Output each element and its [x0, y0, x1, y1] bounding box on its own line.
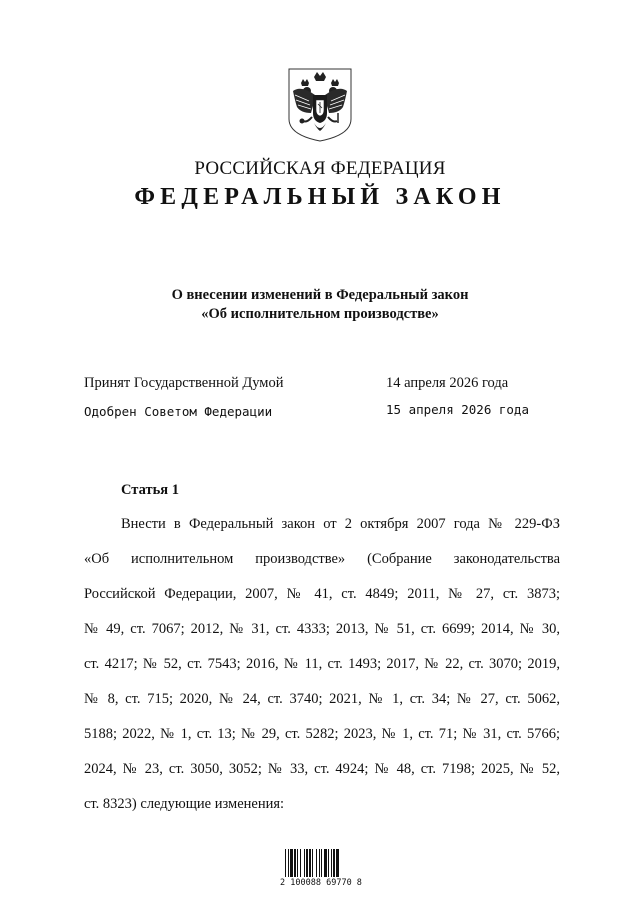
article-text-line: № 8, ст. 715; 2020, № 24, ст. 3740; 2021, № 1, ст. 34; № 27, ст. 5062, — [84, 691, 560, 707]
barcode-bar — [331, 849, 332, 877]
article-text-line: № 49, ст. 7067; 2012, № 31, ст. 4333; 2013, № 51, ст. 6699; 2014, № 30, — [84, 621, 560, 637]
barcode-bar — [319, 849, 320, 877]
barcode — [285, 849, 356, 877]
duma-adoption-label: Принят Государственной Думой — [84, 375, 284, 391]
article-text-line: ст. 8323) следующие изменения: — [84, 796, 285, 812]
barcode-bar — [297, 849, 298, 877]
article-text-line: 2024, № 23, ст. 3050, 3052; № 33, ст. 4924; № 48, ст. 7198; 2025, № 52, — [84, 761, 560, 777]
barcode-bar — [304, 849, 305, 877]
article-text-line: ст. 4217; № 52, ст. 7543; 2016, № 11, ст. 1493; 2017, № 22, ст. 3070; 2019, — [84, 656, 560, 672]
document-type-title: ФЕДЕРАЛЬНЫЙ ЗАКОН — [134, 184, 506, 210]
coat-of-arms-emblem — [287, 67, 353, 143]
article-text-line: Внести в Федеральный закон от 2 октября 2007 года № 229-ФЗ — [121, 516, 560, 532]
law-subject — [0, 286, 640, 324]
council-approval-date: 15 апреля 2026 года — [386, 402, 529, 417]
barcode-bar — [321, 849, 322, 877]
barcode-bar — [312, 849, 313, 877]
article-title: Статья 1 — [121, 482, 179, 498]
barcode-bar — [290, 849, 293, 877]
article-text-line: Российской Федерации, 2007, № 41, ст. 4849; 2011, № 27, ст. 3873; — [84, 586, 560, 602]
article-text-line: «Об исполнительном производстве» (Собрание законодательства — [84, 551, 560, 567]
barcode-bar — [328, 849, 329, 877]
duma-adoption-date: 14 апреля 2026 года — [386, 375, 509, 391]
barcode-bar — [294, 849, 296, 877]
barcode-number: 2 100088 69770 8 — [280, 878, 362, 888]
barcode-bar — [333, 849, 335, 877]
council-approval-label: Одобрен Советом Федерации — [84, 404, 273, 419]
country-title: РОССИЙСКАЯ ФЕДЕРАЦИЯ — [194, 158, 446, 179]
barcode-bar — [316, 849, 317, 877]
law-subject-line-2: «Об исполнительном производстве» — [201, 306, 439, 322]
barcode-bar — [285, 849, 286, 877]
barcode-bar — [306, 849, 308, 877]
barcode-bar — [324, 849, 327, 877]
law-subject-line-1: О внесении изменений в Федеральный закон — [171, 287, 469, 303]
article-text-line: 5188; 2022, № 1, ст. 13; № 29, ст. 5282; 2023, № 1, ст. 71; № 31, ст. 5766; — [84, 726, 560, 742]
barcode-bar — [288, 849, 289, 877]
barcode-bar — [336, 849, 339, 877]
barcode-bar — [300, 849, 301, 877]
barcode-bar — [309, 849, 311, 877]
